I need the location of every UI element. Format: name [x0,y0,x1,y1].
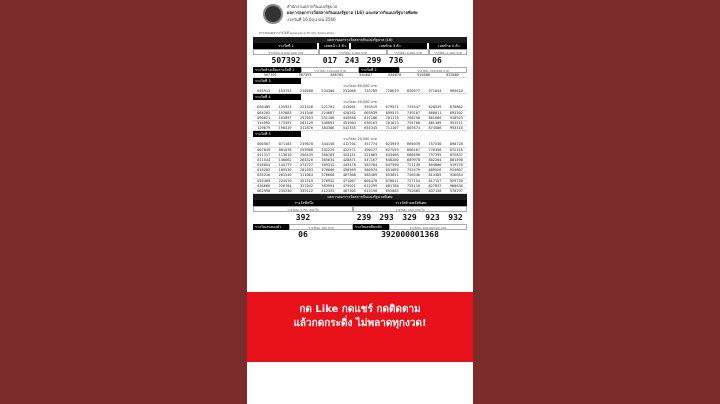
prize-number-cell: 274727 [296,163,317,168]
prize-number-cell: 678011 [381,179,402,184]
prize-number-cell: 757530 [424,142,445,147]
front3-amount: รางวัลละ 4,000 บาท [319,49,387,55]
prize-number-cell: 331106 [317,116,338,121]
prize-number-cell: 802264 [424,158,445,163]
prize-number-cell: 210588 [296,89,317,94]
prize-number-cell: 144779 [274,163,295,168]
prize-number-cell: 475021 [339,184,360,189]
prize-number-cell: 860011 [424,111,445,116]
prize-number-cell: 036485 [253,105,274,110]
prize-number-cell: 153753 [274,89,295,94]
left-background [0,0,247,404]
prize-number-cell: 251068 [339,89,360,94]
near1-label: รางวัลข้างเคียงรางวัลที่ 1 [253,67,301,73]
prize-number-cell: 752685 [403,189,424,194]
prize-number-cell: 621186 [360,116,381,121]
prize-number-cell: 686167 [403,148,424,153]
prize-number-cell: 255968 [296,148,317,153]
prize-number-cell: 234300 [317,89,338,94]
prize-number-cell: 960636 [446,184,467,189]
prize-number-cell: 817157 [424,179,445,184]
prize-number-cell: 872837 [446,153,467,158]
prize-number-cell: 456569 [339,168,360,173]
special-last-number: 923 [425,213,440,223]
front3-number: 017 [322,56,338,65]
prize-number-cell: 768750 [403,116,424,121]
prize-number-cell: 239678 [296,142,317,147]
special-first-amount: รางวัลละ 3,/51 บาท/ใบ [253,206,353,212]
prize-number-cell: 055913 [253,89,274,94]
prize-number-cell: 521063 [360,153,381,158]
prize-number-cell: 340091 [317,121,338,126]
prize-number-cell: 235230 [274,189,295,194]
header-line-3: งวดวันที่ 16 มิถุนายน 2566 [287,17,336,22]
prize-number-cell: 651095 [381,168,402,173]
prize-number-cell: 542355 [339,126,360,131]
prize2-number: 564087 [351,73,380,78]
prize-number-cell: 807674 [403,126,424,131]
prize-number-cell: 445658 [339,116,360,121]
prize2-number: 466762 [322,73,351,78]
prize-number-cell: 490177 [360,148,381,153]
prize-number-cell: 605470 [360,179,381,184]
prize-number-cell: 615190 [360,189,381,194]
prize-number-cell: 874506 [424,126,445,131]
prize-number-cell: 837128 [424,189,445,194]
prize-number-cell: 547167 [360,158,381,163]
prize-number-cell: 970297 [446,189,467,194]
prize-number-cell: 221701 [317,105,338,110]
header-line-1: สำนักงานสลากกินแบ่งรัฐบาล [287,4,338,9]
special-two-amount: รางวัลละ 162 บาท [289,224,353,230]
prize-number-cell: 701178 [381,116,402,121]
prize1-number: 507392 [271,56,301,65]
prize-number-cell: 344150 [317,142,338,147]
header-subline: ตรวจสอบผลรางวัลได้ที่ www.glo.or.th และ Application [259,31,335,35]
prize-number-cell: 281393 [296,168,317,173]
prize-number-cell: 424151 [339,153,360,158]
prize-number-cell: 827837 [424,184,445,189]
back3-label: เลขท้าย 3 ตัว [351,43,427,49]
prize3-label: รางวัลที่ 3 [253,78,301,84]
special-ten-label: รางวัลเลขสิบหลัก [353,224,389,230]
prize1-amount: รางวัลละ 6,000,000 บาท [253,49,319,55]
prize-number-cell: 443478 [339,163,360,168]
special-numbers-row-2 [253,230,467,240]
near1-number: 507391 [253,73,288,78]
prize-number-cell: 062990 [253,189,274,194]
section2-title: ผลการออกรางวัลสลากกินแบ่งรัฐบาลพิเศษ [253,194,467,200]
prize-number-cell: 376932 [317,179,338,184]
prize-number-cell: 412359 [317,189,338,194]
special-ten-number: 392000001368 [381,230,439,240]
prize-number-cell: 971844 [424,89,445,94]
prize-number-cell: 157683 [274,111,295,116]
prize5-table [253,142,467,194]
front3-label: เลขหน้า 3 ตัว [319,43,349,49]
prize2-number: 916586 [409,73,438,78]
prize-number-cell: 895202 [446,111,467,116]
prize-number-cell: 585409 [360,173,381,178]
prize-number-cell: 173497 [274,121,295,126]
sheet-header [253,0,467,30]
special-last-number: 293 [379,213,394,223]
prize-number-cell: 722479 [403,168,424,173]
special-first-label: รางวัลที่หนึ่ง [253,200,353,206]
prize4-amount: รางวัลละ 40,000 บาท [343,100,377,105]
prize-number-cell: 281129 [296,121,317,126]
section1-title: ผลการออกรางวัลสลากกินแบ่งรัฐบาล (L6) [253,37,467,43]
prize-number-cell: 035216 [253,173,274,178]
prize-number-cell: 890728 [446,142,467,147]
prize-number-cell: 603939 [360,111,381,116]
prize-number-cell: 185536 [274,168,295,173]
prize-number-cell: 420262 [339,111,360,116]
prize-number-cell: 725789 [360,89,381,94]
prize-number-cell: 925807 [446,168,467,173]
prize-number-cell: 985610 [446,89,467,94]
prize-number-cell: 636163 [360,121,381,126]
prize-number-cell: 711107 [381,126,402,131]
prize-number-cell: 727154 [403,179,424,184]
prize2-amount: รางวัลละ 200,000 บาท [399,67,467,73]
front3-number: 243 [344,56,360,65]
prize-number-cell: 725547 [403,105,424,110]
prize2-number: 656070 [380,73,409,78]
header-line-2: ผลการออกรางวัลสลากกินแบ่งรัฐบาล (L6) และสลากกินแบ่งรัฐบาลพิเศษ [287,10,418,15]
prize-number-cell: 467368 [339,173,360,178]
prize-number-cell: 365634 [317,158,338,163]
prize-number-cell: 681788 [381,184,402,189]
prize-number-cell: 140662 [274,158,295,163]
prize-number-cell: 256435 [296,153,317,158]
prize-number-cell: 563784 [360,163,381,168]
prize-number-cell: 413091 [339,105,360,110]
prize-number-cell: 726546 [403,173,424,178]
prize-number-cell: 643466 [381,153,402,158]
prize-number-cell: 376668 [317,173,338,178]
prize-number-cell: 090621 [253,116,274,121]
right-background [473,0,720,404]
prize-number-cell: 011317 [253,153,274,158]
prize-number-cell: 776356 [424,148,445,153]
prize-number-cell: 580574 [360,168,381,173]
prize-number-cell: 870862 [446,105,467,110]
prize-number-cell: 422571 [339,148,360,153]
prize-number-cell: 699513 [381,111,402,116]
prize-number-cell: 036666 [253,184,274,189]
prize-number-cell: 129679 [253,126,274,131]
prize2-number: 923882 [438,73,467,78]
prize-number-cell: 383994 [317,184,338,189]
prize2-label: รางวัลที่ 2 [359,67,399,73]
prize-number-cell: 007849 [253,148,274,153]
special-two-label: รางวัลเลขสองตัว [253,224,289,230]
prize-number-cell: 451904 [339,121,360,126]
prize-number-cell: 623959 [381,142,402,147]
prize-number-cell: 881598 [446,158,467,163]
prize-number-cell: 804806 [424,163,445,168]
prize-number-cell: 264420 [296,158,317,163]
prize-number-cell: 721149 [403,163,424,168]
prize-number-cell: 826977 [403,89,424,94]
prize-number-cell: 257653 [296,116,317,121]
special-two-number: 06 [298,230,308,240]
special-last-number: 932 [448,213,463,223]
prize-number-cell: 370606 [317,168,338,173]
prize4-table [253,105,467,131]
prize-number-cell: 627559 [381,148,402,153]
prize-number-cell: 312876 [296,126,317,131]
special-ten-amount: รางวัลละ 106,063.02 บาท [389,224,467,230]
prize-number-cell: 809526 [424,168,445,173]
prize-number-cell: 004567 [253,142,274,147]
prize-number-cell: 820539 [424,105,445,110]
promo-line-1: กด Like กดแชร์ กดติดตาม [299,304,421,315]
prize-number-cell: 339122 [296,189,317,194]
prize-number-cell: 081078 [274,148,295,153]
prize-number-cell: 692085 [381,189,402,194]
special-last-label: รางวัลท้ายหลังพิเศษ [353,200,467,206]
prize-number-cell: 384386 [317,126,338,131]
prize-number-cell: 369312 [317,163,338,168]
prize-number-cell: 203140 [274,173,295,178]
prize-number-cell: 679571 [381,105,402,110]
prize5-label: รางวัลที่ 5 [253,131,301,137]
back3-number: 736 [388,56,404,65]
prize-number-cell: 016054 [253,163,274,168]
prize-number-cell: 872318 [446,148,467,153]
prize-number-cell: 113610 [274,153,295,158]
prize-number-cell: 324687 [317,111,338,116]
prize-number-cell: 321519 [296,179,317,184]
prize-number-cell: 352229 [317,148,338,153]
prize-number-cell: 749107 [403,111,424,116]
back3-amount: รางวัลละ 4,000 บาท [387,49,429,55]
prize-number-cell: 471067 [339,179,360,184]
prize-number-cell: 016202 [253,168,274,173]
prize-number-cell: 881109 [424,121,445,126]
prize-number-cell: 735110 [403,184,424,189]
prize-number-cell: 035409 [253,179,274,184]
prize-number-cell: 926654 [446,173,467,178]
prize-number-cell: 593519 [360,105,381,110]
prize-number-cell: 701613 [381,121,402,126]
special-numbers-row [253,212,467,224]
back2-number: 06 [432,56,442,65]
prize-number-cell: 728619 [381,89,402,94]
prize-number-cell: 689978 [403,158,424,163]
prize-number-cell: 647590 [381,163,402,168]
prize-number-cell: 612299 [360,184,381,189]
prize-number-cell: 993316 [446,126,467,131]
video-frame[interactable] [247,0,473,404]
prize-number-cell: 163097 [274,116,295,121]
prize-number-cell: 222426 [296,105,317,110]
prize-number-cell: 360705 [317,153,338,158]
prize-number-cell: 653651 [381,173,402,178]
prize-number-cell: 797395 [424,153,445,158]
promo-banner [247,292,473,362]
prize-number-cell: 918923 [446,116,467,121]
prize-number-cell: 487305 [339,189,360,194]
prize-number-cell: 428871 [339,158,360,163]
prize5-amount: รางวัลละ 20,000 บาท [343,137,377,142]
special-last-number: 239 [356,213,372,223]
prize-number-cell: 064202 [253,111,274,116]
special-last-number: 329 [402,213,417,223]
prize-number-cell: 327042 [296,184,317,189]
prize-number-cell: 457774 [360,142,381,147]
special-first-number: 392 [295,213,311,223]
prize-number-cell: 861666 [424,116,445,121]
prize-number-cell: 814385 [424,173,445,178]
prize-number-cell: 226784 [274,184,295,189]
near1-amount: รางวัลละ 100,000 บาท [301,67,359,73]
prize-number-cell: 412701 [339,142,360,147]
prize-number-cell: 190419 [274,126,295,131]
prize-number-cell: 648200 [381,158,402,163]
prize-number-cell: 794760 [403,121,424,126]
lottery-result-sheet [253,0,467,292]
lower-blank-area [247,362,473,404]
back2-label: เลขท้าย 2 ตัว [429,43,467,49]
prize-number-cell: 686590 [403,153,424,158]
prize1-label: รางวัลที่ 1 [253,43,317,49]
prize-number-cell: 919278 [446,163,467,168]
prize-number-cell: 224570 [274,179,295,184]
prize-number-cell: 241546 [296,111,317,116]
special-last-amount: รางวัลละ 163 บาท/ใบ [353,206,467,212]
prize-number-cell: 665039 [403,142,424,147]
prize-number-cell: 125923 [274,105,295,110]
prize4-label: รางวัลที่ 4 [253,94,301,100]
prize-number-cell: 311064 [296,173,317,178]
prize-number-cell: 929730 [446,179,467,184]
prize-number-cell: 124992 [253,121,274,126]
government-seal-icon [263,4,283,24]
prize-number-cell: 655345 [360,126,381,131]
promo-line-2: แล้วกดกระดิ่ง ไม่พลาดทุกงวด! [293,318,427,329]
near1-number: 507393 [288,73,323,78]
prize-number-cell: 951511 [446,121,467,126]
back3-number: 299 [366,56,382,65]
back2-amount: รางวัลละ 2,000 บาท [429,49,467,55]
prize3-amount: รางวัลละ 80,000 บาท [343,84,377,89]
prize-number-cell: 011544 [253,158,274,163]
prize-number-cell: 071183 [274,142,295,147]
prize-numbers-row [253,55,467,67]
